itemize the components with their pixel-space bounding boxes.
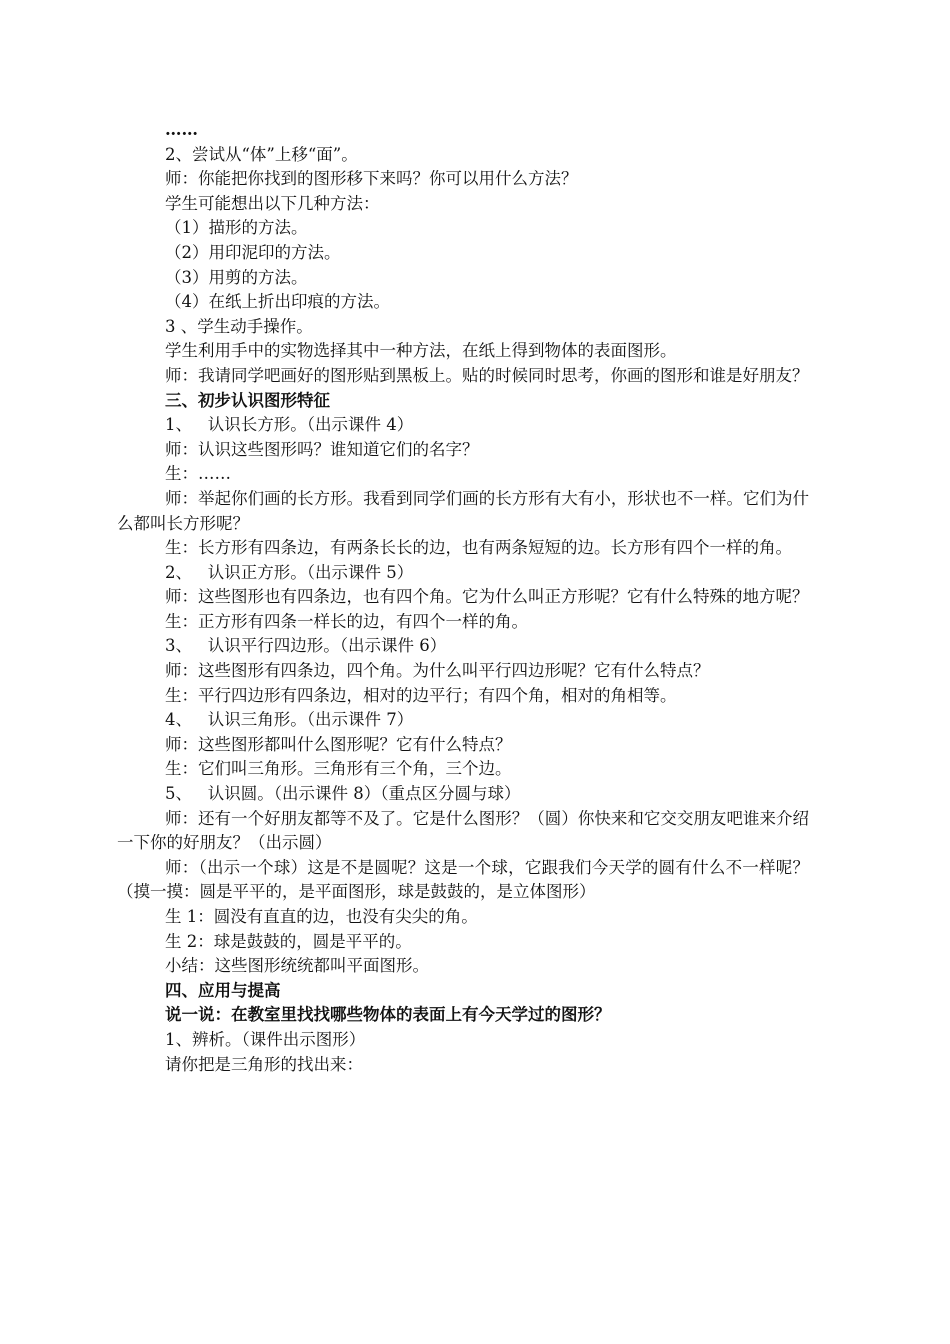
exercise-1-heading: 1、辨析。（课件出示图形） [165,1029,366,1049]
exercise-1-instruction: 请你把是三角形的找出来： [165,1054,363,1074]
method-4: （4）在纸上折出印痕的方法。 [165,292,390,312]
teacher-ball-paragraph: 师：（出示一个球）这是不是圆呢？这是一个球，它跟我们今天学的圆有什么不一样呢？（摸一摸：圆是平平的，是平面图形，球是鼓鼓的，是立体图形） [117,857,809,902]
step-2-heading: 2、尝试从“体”上移“面”。 [165,144,358,164]
teacher-line: 师：认识这些图形吗？谁知道它们的名字？ [165,439,479,459]
teacher-rectangle-paragraph: 师：举起你们画的长方形。我看到同学们画的长方形有大有小，形状也不一样。它们为什么都叫长方形呢？ [117,488,809,533]
parallelogram-heading: 3、 认识平行四边形。（出示课件 6） [165,636,447,656]
method-1: （1）描形的方法。 [165,218,308,238]
method-3: （3）用剪的方法。 [165,267,308,287]
student-line: 生：…… [165,464,231,484]
summary-line: 小结：这些图形统统都叫平面图形。 [165,956,429,976]
teacher-circle-paragraph: 师：还有一个好朋友都等不及了。它是什么图形？（圆）你快来和它交交朋友吧谁来介绍一下你的好朋友？（出示圆） [117,808,809,853]
student-1-line: 生 1：圆没有直直的边，也没有尖尖的角。 [165,907,478,926]
section-4-heading: 四、应用与提高 [165,980,281,1000]
teacher-question: 师：你能把你找到的图形移下来吗？你可以用什么方法？ [165,169,578,189]
discussion-prompt: 说一说：在教室里找找哪些物体的表面上有今天学过的图形？ [165,1005,611,1025]
student-line: 生：平行四边形有四条边，相对的边平行；有四个角，相对的角相等。 [165,685,677,705]
teacher-line: 师：这些图形有四条边，四个角。为什么叫平行四边形呢？它有什么特点？ [165,661,710,681]
method-2: （2）用印泥印的方法。 [165,242,341,262]
circle-heading: 5、 认识圆。（出示课件 8）（重点区分圆与球） [165,784,521,804]
square-heading: 2、 认识正方形。（出示课件 5） [165,562,414,582]
student-2-line: 生 2：球是鼓鼓的，圆是平平的。 [165,931,412,951]
student-line: 生：正方形有四条一样长的边，有四个一样的角。 [165,611,528,631]
teacher-line: 师：这些图形都叫什么图形呢？它有什么特点？ [165,734,512,754]
section-3-heading: 三、初步认识图形特征 [165,390,330,410]
student-line: 生：它们叫三角形。三角形有三个角，三个边。 [165,759,512,779]
methods-intro: 学生可能想出以下几种方法： [165,193,380,213]
student-activity: 学生利用手中的实物选择其中一种方法，在纸上得到物体的表面图形。 [165,341,677,361]
document-body [117,118,809,1077]
triangle-heading: 4、 认识三角形。（出示课件 7） [165,710,414,730]
teacher-square-paragraph: 师：这些图形也有四条边，也有四个角。它为什么叫正方形呢？它有什么特殊的地方呢？ [165,587,809,607]
rectangle-heading: 1、 认识长方形。（出示课件 4） [165,415,414,435]
student-rectangle-paragraph: 生：长方形有四条边，有两条长长的边，也有两条短短的边。长方形有四个一样的角。 [165,538,792,558]
ellipsis-line: …… [165,120,198,139]
teacher-instruction-paragraph: 师：我请同学吧画好的图形贴到黑板上。贴的时候同时思考，你画的图形和谁是好朋友？ [165,365,809,385]
step-3-heading: 3 、学生动手操作。 [165,316,313,336]
